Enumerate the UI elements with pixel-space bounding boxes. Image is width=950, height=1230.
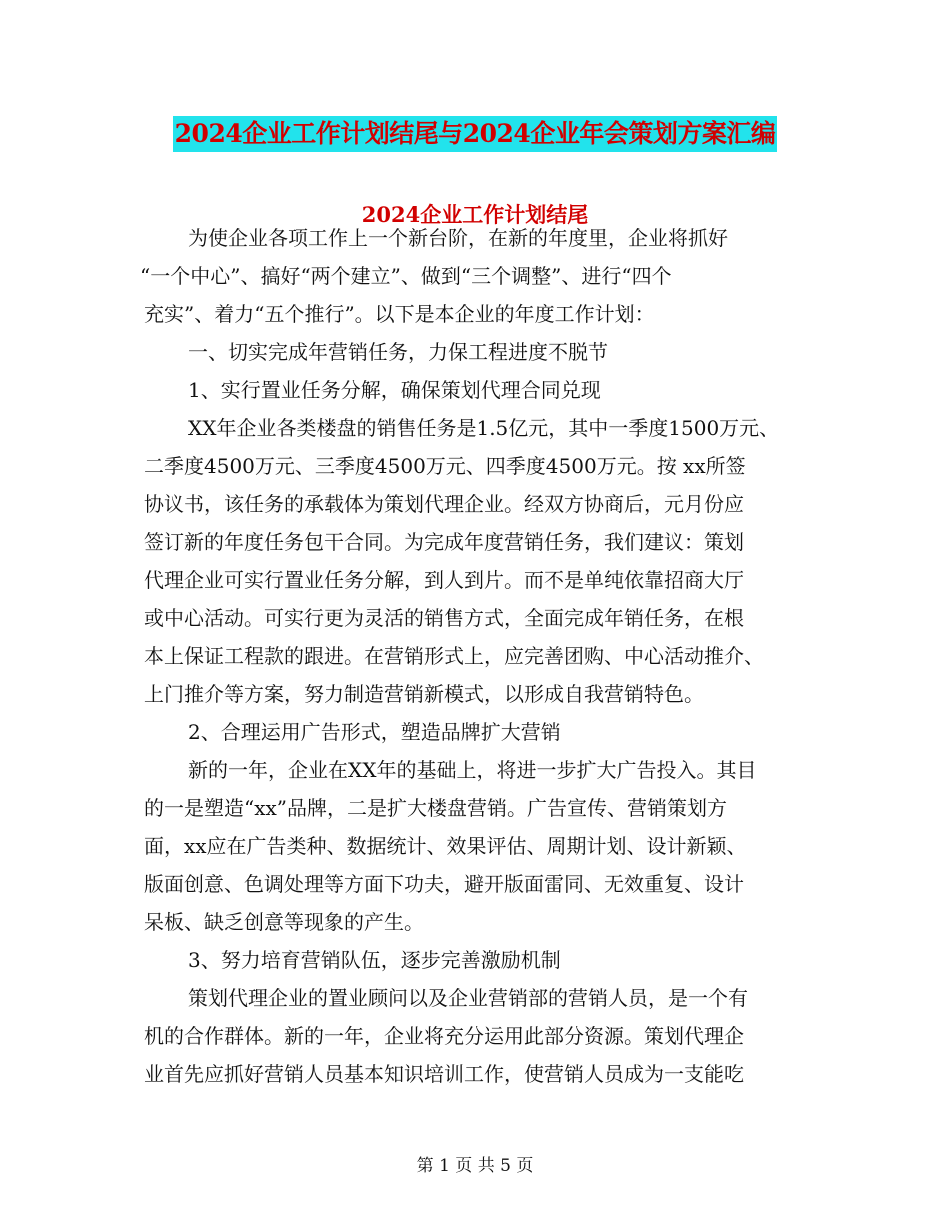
text-line: 或中心活动。可实行更为灵活的销售方式，全面完成年销任务，在根 xyxy=(144,606,744,630)
text-line: 面，xx应在广告类种、数据统计、效果评估、周期计划、设计新颖、 xyxy=(144,834,747,858)
text-line: 1、实行置业任务分解，确保策划代理合同兑现 xyxy=(188,378,601,402)
text-line: 版面创意、色调处理等方面下功夫，避开版面雷同、无效重复、设计 xyxy=(144,872,744,896)
text-line: 上门推介等方案，努力制造营销新模式，以形成自我营销特色。 xyxy=(144,682,704,706)
text-line: 充实”、着力“五个推行”。以下是本企业的年度工作计划： xyxy=(144,302,655,326)
text-line: 策划代理企业的置业顾问以及企业营销部的营销人员，是一个有 xyxy=(188,986,748,1010)
text-line: XX年企业各类楼盘的销售任务是1.5亿元，其中一季度1500万元、 xyxy=(188,416,780,440)
text-line: 机的合作群体。新的一年，企业将充分运用此部分资源。策划代理企 xyxy=(144,1024,744,1048)
text-line: 一、切实完成年营销任务，力保工程进度不脱节 xyxy=(188,340,608,364)
text-line: “一个中心”、搞好“两个建立”、做到“三个调整”、进行“四个 xyxy=(140,264,672,288)
text-line: 协议书，该任务的承载体为策划代理企业。经双方协商后，元月份应 xyxy=(144,492,744,516)
section-title: 2024企业工作计划结尾 xyxy=(361,202,589,227)
page-number-footer: 第 1 页 共 5 页 xyxy=(416,1156,534,1176)
text-line: 本上保证工程款的跟进。在营销形式上，应完善团购、中心活动推介、 xyxy=(144,644,764,668)
text-line: 二季度4500万元、三季度4500万元、四季度4500万元。按 xx所签 xyxy=(144,454,746,478)
document-title: 2024企业工作计划结尾与2024企业年会策划方案汇编 xyxy=(0,112,950,152)
text-line: 代理企业可实行置业任务分解，到人到片。而不是单纯依靠招商大厅 xyxy=(144,568,744,592)
text-line: 签订新的年度任务包干合同。为完成年度营销任务，我们建议：策划 xyxy=(144,530,744,554)
text-line: 3、努力培育营销队伍，逐步完善激励机制 xyxy=(188,948,561,972)
text-line: 为使企业各项工作上一个新台阶，在新的年度里，企业将抓好 xyxy=(188,226,728,250)
text-line: 业首先应抓好营销人员基本知识培训工作，使营销人员成为一支能吃 xyxy=(144,1062,744,1086)
text-line: 2、合理运用广告形式，塑造品牌扩大营销 xyxy=(188,720,561,744)
text-line: 呆板、缺乏创意等现象的产生。 xyxy=(144,910,424,934)
text-line: 新的一年，企业在XX年的基础上，将进一步扩大广告投入。其目 xyxy=(188,758,757,782)
text-line: 的一是塑造“xx”品牌，二是扩大楼盘营销。广告宣传、营销策划方 xyxy=(144,796,728,820)
